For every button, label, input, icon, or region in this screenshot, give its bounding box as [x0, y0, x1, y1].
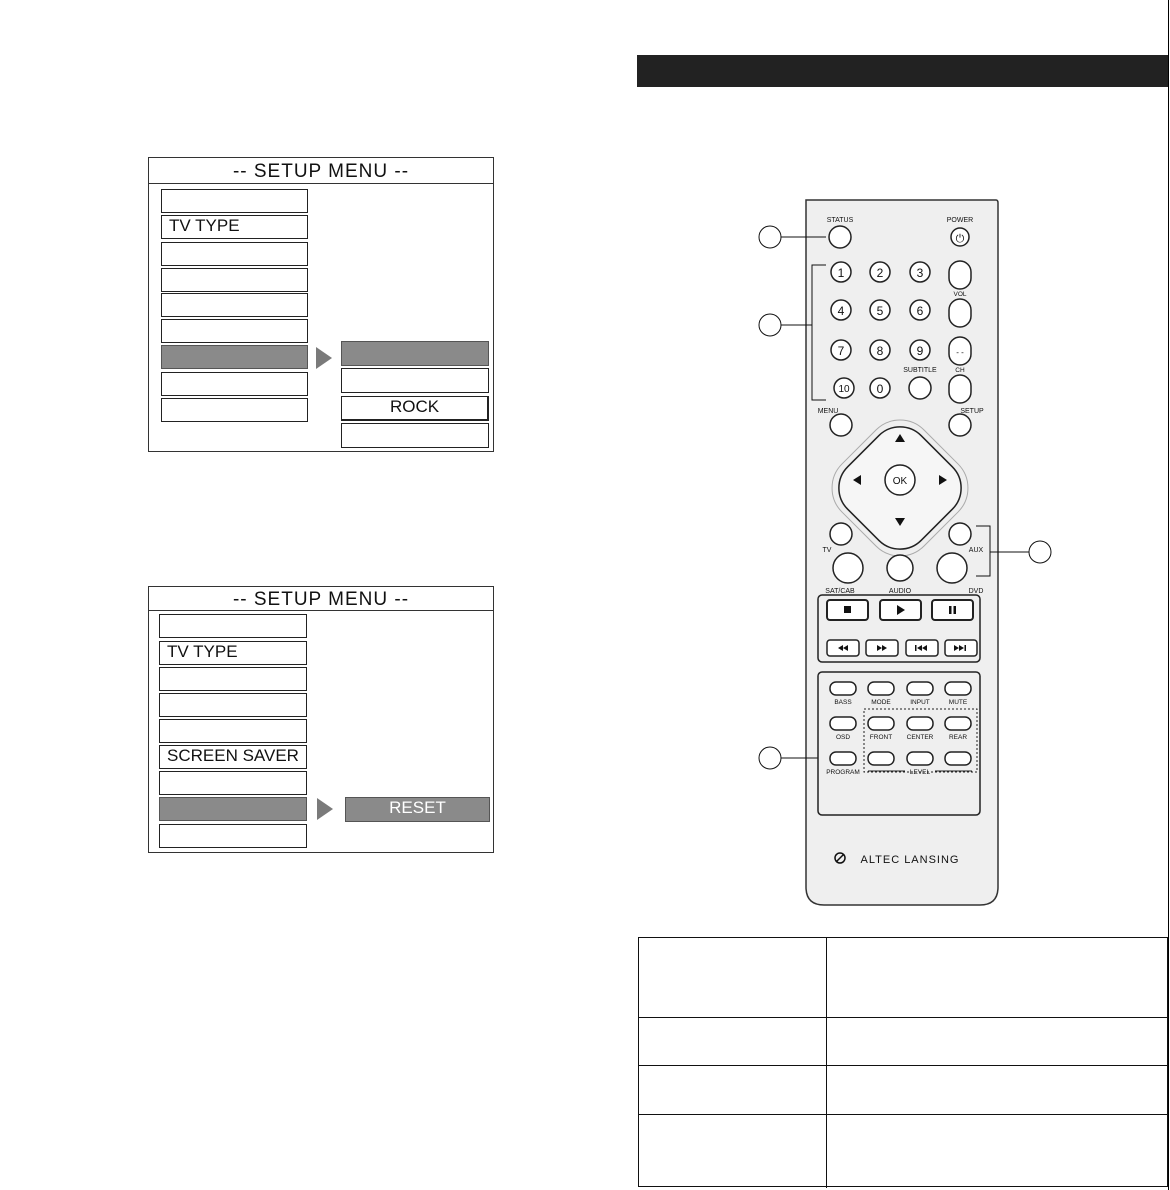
submenu-arrow-icon — [316, 347, 332, 369]
menu-item[interactable] — [159, 614, 307, 638]
front-label: FRONT — [869, 734, 893, 741]
svg-text:2: 2 — [876, 266, 884, 280]
setup-label: SETUP — [960, 408, 984, 415]
menu-item-tv-type[interactable]: TV TYPE — [161, 215, 308, 239]
menu-item[interactable] — [159, 719, 307, 743]
table-cell — [827, 938, 1167, 1017]
osd-button[interactable] — [830, 717, 856, 730]
rear-button[interactable] — [945, 717, 971, 730]
menu-label: MENU — [817, 408, 839, 415]
input-label: INPUT — [910, 699, 930, 706]
brand-name: ALTEC LANSING — [860, 854, 960, 866]
setup-menu-2 — [148, 586, 494, 853]
level-label: LEVEL — [909, 769, 931, 776]
callout-circle — [759, 747, 781, 769]
menu-item[interactable] — [161, 293, 308, 317]
program-label: PROGRAM — [826, 769, 860, 776]
menu-item[interactable] — [159, 824, 307, 848]
submenu-arrow-icon — [317, 798, 333, 820]
svg-text:10: 10 — [838, 384, 850, 395]
table-cell — [827, 1018, 1167, 1065]
audio-label: AUDIO — [888, 588, 912, 595]
submenu-option-rock[interactable]: ROCK — [341, 396, 489, 421]
submenu-option-selected[interactable] — [341, 341, 489, 366]
svg-text:5: 5 — [876, 304, 884, 318]
table-cell — [639, 1066, 827, 1114]
power-icon: ⏻ — [955, 233, 965, 245]
submenu-option-reset[interactable]: RESET — [345, 797, 490, 822]
aux-label: AUX — [968, 547, 984, 554]
svg-text:0: 0 — [876, 382, 884, 396]
osd-label: OSD — [835, 734, 851, 741]
table-row — [639, 938, 1167, 1018]
sat-cab-label: SAT/CAB — [825, 588, 855, 595]
submenu-option[interactable] — [341, 423, 489, 448]
page-edge-line — [1168, 0, 1169, 1190]
mode-button[interactable] — [868, 682, 894, 695]
setup-menu-title: -- SETUP MENU -- — [232, 589, 410, 610]
title-divider — [149, 610, 493, 611]
table-cell — [827, 1066, 1167, 1114]
mode-label: MODE — [871, 699, 891, 706]
svg-text:3: 3 — [916, 266, 924, 280]
bass-label: BASS — [834, 699, 852, 706]
svg-text:7: 7 — [837, 344, 845, 358]
dvd-button[interactable] — [937, 553, 967, 583]
svg-text:6: 6 — [916, 304, 924, 318]
vol-up-button[interactable] — [949, 261, 971, 289]
title-divider — [149, 183, 493, 184]
aux-button[interactable] — [949, 523, 971, 545]
input-button[interactable] — [907, 682, 933, 695]
tv-label: TV — [822, 547, 832, 554]
section-header-bar — [637, 55, 1168, 87]
callout-circle — [759, 314, 781, 336]
table-cell — [827, 1115, 1167, 1188]
dash-label: - - — [956, 348, 964, 357]
menu-item[interactable] — [161, 319, 308, 343]
menu-item[interactable] — [159, 693, 307, 717]
dvd-label: DVD — [968, 588, 984, 595]
menu-item[interactable] — [161, 189, 308, 213]
menu-item[interactable] — [159, 667, 307, 691]
subtitle-button[interactable] — [909, 377, 931, 399]
menu-item[interactable] — [161, 372, 308, 396]
vol-down-button[interactable] — [949, 299, 971, 327]
table-cell — [639, 938, 827, 1017]
menu-item-selected[interactable] — [161, 345, 308, 369]
table-row — [639, 1115, 1167, 1188]
setup-menu-1 — [148, 157, 494, 452]
status-button[interactable] — [829, 226, 851, 248]
mute-button[interactable] — [945, 682, 971, 695]
table-row — [639, 1066, 1167, 1115]
ok-label: OK — [892, 476, 908, 487]
center-label: CENTER — [906, 734, 934, 741]
table-cell — [639, 1018, 827, 1065]
menu-button[interactable] — [830, 414, 852, 436]
level-button-3[interactable] — [945, 752, 971, 765]
ch-down-button[interactable] — [949, 375, 971, 403]
subtitle-label: SUBTITLE — [903, 367, 937, 374]
level-button-1[interactable] — [868, 752, 894, 765]
menu-item-selected[interactable] — [159, 797, 307, 821]
center-button[interactable] — [907, 717, 933, 730]
menu-item[interactable] — [161, 242, 308, 266]
tv-button[interactable] — [830, 523, 852, 545]
audio-button[interactable] — [887, 555, 913, 581]
callout-circle — [1029, 541, 1051, 563]
menu-item-screen-saver[interactable]: SCREEN SAVER — [159, 745, 307, 769]
submenu-option[interactable] — [341, 368, 489, 393]
stop-icon — [844, 606, 851, 613]
table-cell — [639, 1115, 827, 1188]
description-table — [638, 937, 1168, 1187]
level-button-2[interactable] — [907, 752, 933, 765]
menu-item-tv-type[interactable]: TV TYPE — [159, 641, 307, 665]
remote-control — [740, 195, 1070, 915]
svg-text:4: 4 — [837, 304, 845, 318]
svg-text:9: 9 — [916, 344, 924, 358]
vol-label: VOL — [953, 291, 967, 298]
front-button[interactable] — [868, 717, 894, 730]
table-row — [639, 1018, 1167, 1066]
svg-text:8: 8 — [876, 344, 884, 358]
svg-text:1: 1 — [837, 266, 845, 280]
pause-button[interactable] — [932, 600, 973, 620]
rear-label: REAR — [948, 734, 968, 741]
callout-circle — [759, 226, 781, 248]
menu-item[interactable] — [161, 398, 308, 422]
power-label: POWER — [946, 217, 974, 224]
program-button[interactable] — [830, 752, 856, 765]
ch-label: CH — [955, 367, 965, 374]
menu-item[interactable] — [161, 268, 308, 292]
mute-label: MUTE — [948, 699, 968, 706]
status-label: STATUS — [826, 217, 854, 224]
setup-button[interactable] — [949, 414, 971, 436]
setup-menu-title: -- SETUP MENU -- — [232, 161, 410, 182]
sat-cab-button[interactable] — [833, 553, 863, 583]
bass-button[interactable] — [830, 682, 856, 695]
menu-item[interactable] — [159, 771, 307, 795]
